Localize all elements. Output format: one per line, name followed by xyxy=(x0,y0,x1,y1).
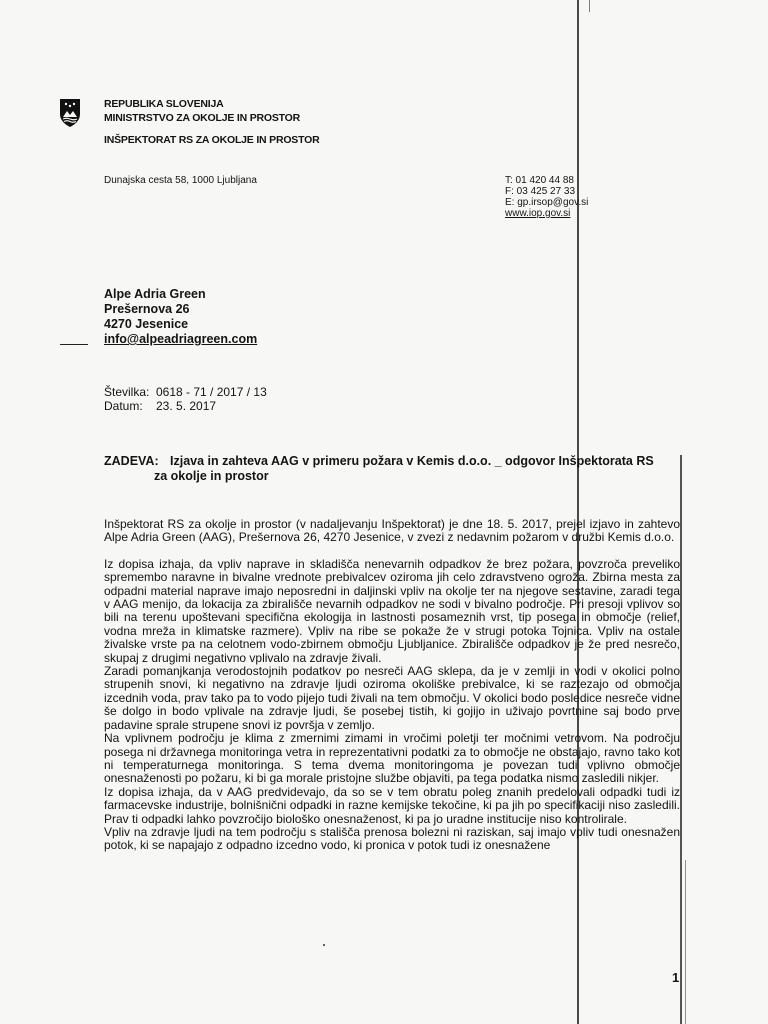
scan-artifact-line xyxy=(577,0,579,1024)
scan-artifact-line xyxy=(685,860,686,1024)
body-paragraph-2: Iz dopisa izhaja, da vpliv naprave in skladišča nenevarnih odpadkov že brez požara, povzroča preveliko spremembo naravne in bivalne vrednote prebivalcev oziroma jih celo zdravstveno ogroža. Zbirna mesta za odpadni material naprave imajo neposredni in daljinski vpliv na okolje ter na njegove sestavine, zaradi tega v AAG menijo, da lokacija za zbirališče nevarnih odpadkov ne sodi v bivalno področje. Pri presoji vplivov so bili na terenu upoštevani specifična ekologija in lastnosti posameznih vrst, tip posega in območje (relief, vodna mreža in klimatske razmere). Vpliv na ribe se pokaže že v strugi potoka Tojnica. Vpliv na ostale živalske vrste pa na celotnem vodo-zbirnem območju Ljubljanice. Zbirališče odpadkov je že pred nesrečo, skupaj z drugimi negativno vplivalo na zdravje živali. xyxy=(104,556,680,665)
letter-body xyxy=(104,518,680,853)
body-paragraph-6: Vpliv na zdravje ljudi na tem področju s stališča prenosa bolezni ni raziskan, saj imajo vpliv tudi onesnažen potok, ki se napajajo z odpadno izcedno vodo, ki pronica v potok tudi iz onesnažene xyxy=(104,824,680,853)
reference-date: 23. 5. 2017 xyxy=(156,399,217,413)
header-republic: REPUBLIKA SLOVENIJA xyxy=(104,98,224,110)
recipient-name: Alpe Adria Green xyxy=(104,287,206,301)
fax-number: F: 03 425 27 33 xyxy=(505,186,576,197)
recipient-email-link[interactable]: info@alpeadriagreen.com xyxy=(104,332,258,346)
recipient-block xyxy=(104,287,257,347)
reference-date-label: Datum: xyxy=(104,399,143,413)
subject-line-1: Izjava in zahteva AAG v primeru požara v Kemis d.o.o. _ odgovor Inšpektorata RS xyxy=(170,454,654,468)
sender-address: Dunajska cesta 58, 1000 Ljubljana xyxy=(104,175,257,186)
contact-block xyxy=(505,175,588,219)
header-ministry: MINISTRSTVO ZA OKOLJE IN PROSTOR xyxy=(104,112,301,124)
body-paragraph-5: Iz dopisa izhaja, da v AAG predvidevajo, da so se v tem obratu poleg znanih predelovali odpadki tudi iz farmacevske industrije, bolnišnični odpadki in razne kemijske tekočine, ki pa jih po specifikaciji niso zasledili. Prav ti odpadki lahko povzročijo biološko onesnaženost, ki pa jo uradne institucije niso kontrolirale. xyxy=(104,784,680,826)
header-inspectorate: INŠPEKTORAT RS ZA OKOLJE IN PROSTOR xyxy=(104,134,320,146)
body-paragraph-4: Na vplivnem področju je klima z zmernimi zimami in vročimi poletji ter močnimi vetrovom. Na področju posega ni državnega monitoringa vetra in reprezentativni podatki za to območje ne obstajajo, ravno tako kot ni temperaturnega monitoringa. S tema dvema monitoringoma je povezan tudi vplivno območje onesnaženosti po požaru, ki bi ga morale pristojne službe objaviti, pa tega podatka nismo zasledili nikjer. xyxy=(104,731,680,786)
subject-label: ZADEVA: xyxy=(104,454,159,468)
email-address: E: gp.irsop@gov.si xyxy=(505,197,589,208)
recipient-city: 4270 Jesenice xyxy=(104,317,189,331)
margin-dash xyxy=(60,344,88,345)
reference-number-label: Številka: xyxy=(104,385,150,399)
reference-block xyxy=(104,385,267,413)
recipient-street: Prešernova 26 xyxy=(104,302,190,316)
slovenia-coat-of-arms-icon xyxy=(59,98,81,128)
reference-number: 0618 - 71 / 2017 / 13 xyxy=(156,385,267,399)
subject-line-2: za okolje in prostor xyxy=(154,469,269,483)
phone-number: T: 01 420 44 88 xyxy=(505,175,574,186)
scan-artifact-line xyxy=(680,455,682,1024)
website-link[interactable]: www.iop.gov.si xyxy=(505,208,571,219)
scan-speck xyxy=(323,944,325,946)
body-paragraph-1: Inšpektorat RS za okolje in prostor (v nadaljevanju Inšpektorat) je dne 18. 5. 2017, prejel izjavo in zahtevo Alpe Adria Green (AAG), Prešernova 26, 4270 Jesenice, v zvezi z nedavnim požarom v družbi Kemis d.o.o. xyxy=(104,517,680,545)
page-number: 1 xyxy=(672,970,680,985)
body-paragraph-3: Zaradi pomanjkanja verodostojnih podatkov po nesreči AAG sklepa, da je v zemlji in vodi v okolici polno strupenih snovi, ki negativno na zdravje ljudi oziroma okoliške prebivalce, ki se raztezajo od območja izcednih voda, prav tako pa to vodo pijejo tudi živali na tem območju. V okolici bodo posledice nesreče vidne še dolgo in bodo vplivale na zdravje ljudi, še posebej tistih, ki gojijo in uživajo povrtnine saj bodo prve padavine sprale strupene snovi iz površja v zemljo. xyxy=(104,664,680,732)
scan-artifact-line xyxy=(589,0,590,12)
